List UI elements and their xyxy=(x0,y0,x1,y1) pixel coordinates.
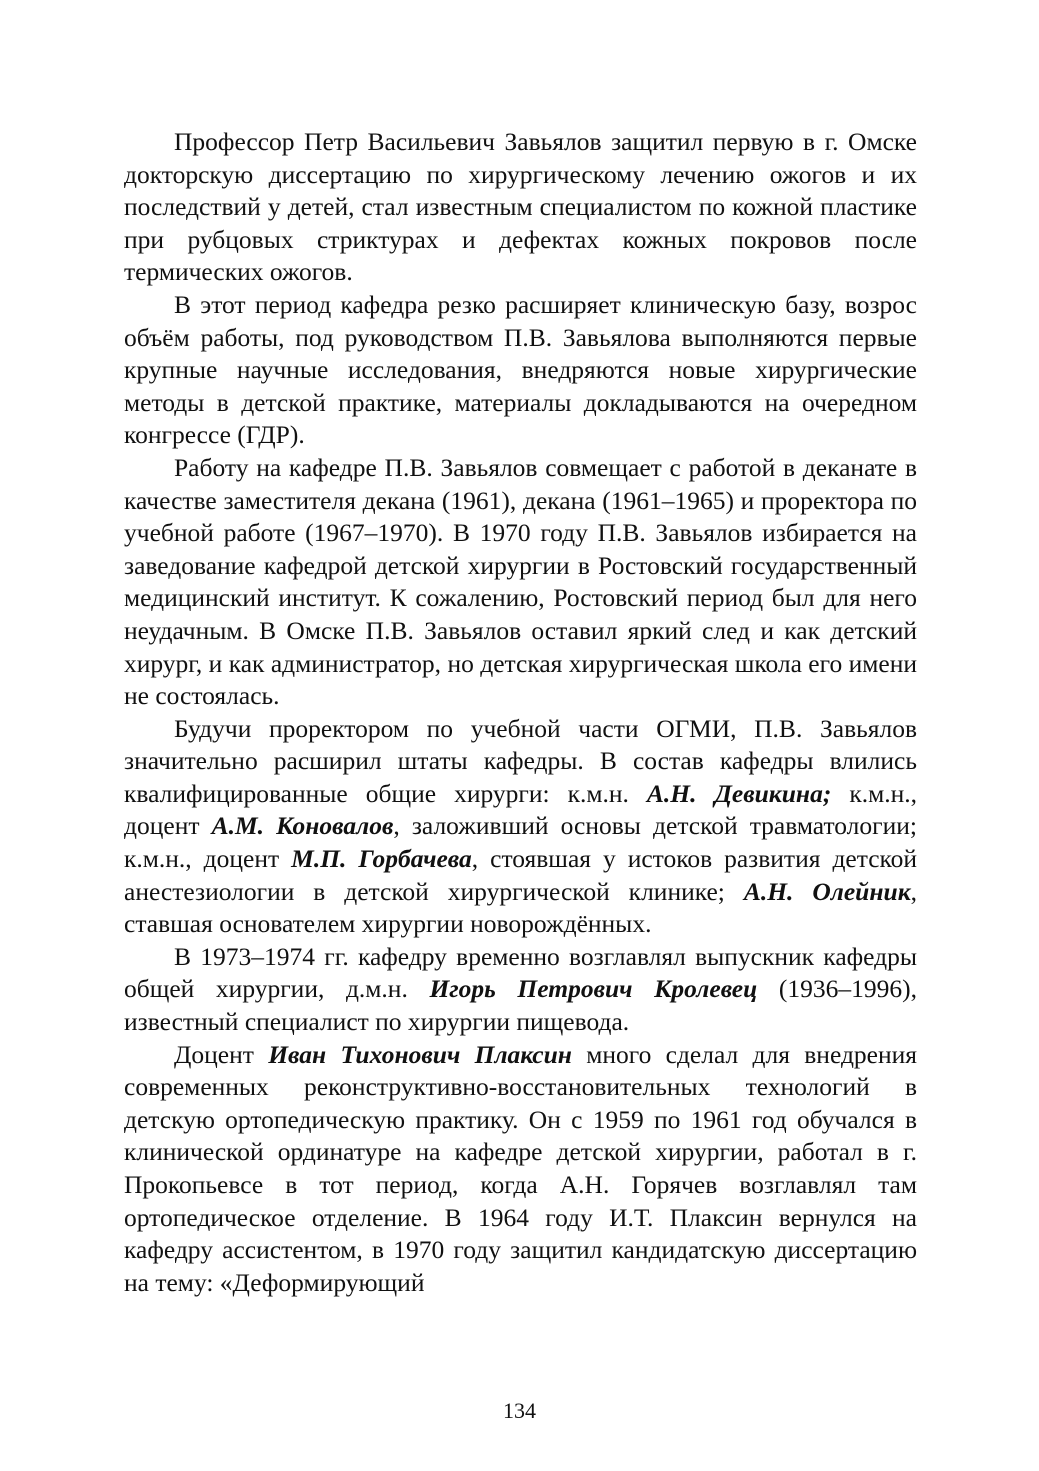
name-konovalov: А.М. Коновалов xyxy=(211,811,394,841)
paragraph-4-text: Будучи проректором по учебной части ОГМИ, П.В. Завьялов значительно расширил штаты кафедры. В состав кафедры влились квалифицированные общие хирурги: к.м.н. xyxy=(124,713,917,808)
paragraph-1 xyxy=(124,126,917,289)
paragraph-1-text: Профессор Петр Васильевич Завьялов защитил первую в г. Омске докторскую диссертацию по хирургическому лечению ожогов и их последствий у детей, стал известным специалистом по кожной пластике при рубцовых стриктурах и дефектах кожных покровов после термических ожогов. xyxy=(124,127,917,287)
paragraph-4-text: , заложивший основы детской травматологии; к.м.н., доцент xyxy=(124,811,917,874)
name-krolevets: Игорь Петрович Кролевец xyxy=(429,974,758,1004)
paragraph-6-text: много сделал для внедрения современных реконструктивно-восстановительных технологий в детскую ортопедическую практику. Он с 1959 по 1961 год обучался в клинической ординатуре на кафедре детской хирургии, работал в г. Прокопьевсе в тот период, когда А.Н. Горячев возглавлял там ортопедическое отделение. В 1964 году И.Т. Плаксин вернулся на кафедру ассистентом, в 1970 году защитил кандидатскую диссертацию на тему: «Деформирующий xyxy=(124,1039,918,1297)
paragraph-5-text: В 1973–1974 гг. кафедру временно возглавлял выпускник кафедры общей хирургии, д.м.н. xyxy=(124,941,917,1004)
page-body xyxy=(124,126,917,1299)
name-oleynik: А.Н. Олейник xyxy=(743,876,911,906)
paragraph-4-text: , ставшая основателем хирургии новорождённых. xyxy=(124,876,917,939)
name-plaksin: Иван Тихонович Плаксин xyxy=(268,1039,572,1069)
paragraph-5 xyxy=(124,941,917,1039)
paragraph-6-text: Доцент xyxy=(174,1039,269,1069)
paragraph-3-text: Работу на кафедре П.В. Завьялов совмещает с работой в деканате в качестве заместителя декана (1961), декана (1961–1965) и проректора по учебной работе (1967–1970). В 1970 году П.В. Завьялов избирается на заведование кафедрой детской хирургии в Ростовский государственный медицинский институт. К сожалению, Ростовский период был для него неудачным. В Омске П.В. Завьялов оставил яркий след и как детский хирург, и как администратор, но детская хирургическая школа его имени не состоялась. xyxy=(124,452,917,711)
name-gorbacheva: М.П. Горбачева xyxy=(291,844,472,874)
page-number: 134 xyxy=(503,1398,536,1423)
name-devikina: А.Н. Девикина; xyxy=(646,778,832,808)
paragraph-4-text: к.м.н., доцент xyxy=(124,778,917,841)
paragraph-5-text: (1936–1996), известный специалист по хирургии пищевода. xyxy=(124,974,917,1037)
paragraph-2-text: В этот период кафедра резко расширяет клиническую базу, возрос объём работы, под руководством П.В. Завьялова выполняются первые крупные научные исследования, внедряются новые хирургические методы в детской практике, материалы докладываются на очередном конгрессе (ГДР). xyxy=(124,289,917,450)
paragraph-4-text: , стоявшая у истоков развития детской анестезиологии в детской хирургической клинике; xyxy=(124,844,917,906)
paragraph-3 xyxy=(124,452,917,713)
paragraph-4 xyxy=(124,713,917,941)
paragraph-2 xyxy=(124,289,917,452)
paragraph-6 xyxy=(124,1039,917,1300)
